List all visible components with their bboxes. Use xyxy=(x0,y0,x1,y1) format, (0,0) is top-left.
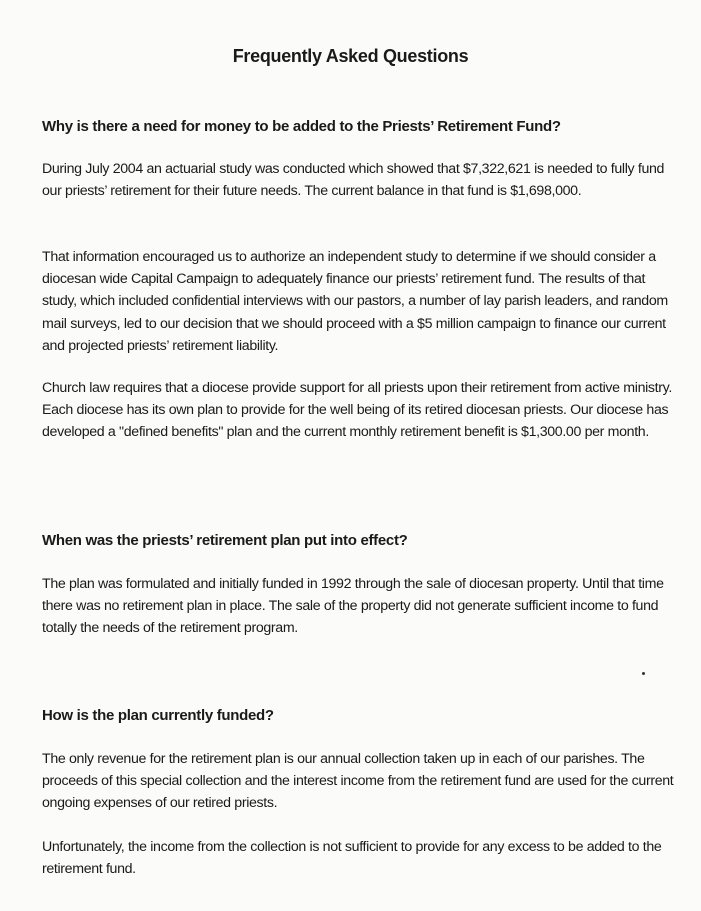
question-heading-plan-effective-date: When was the priests’ retirement plan put into effect? xyxy=(42,532,408,549)
question-heading-plan-funding: How is the plan currently funded? xyxy=(42,707,274,724)
answer-paragraph: The plan was formulated and initially funded in 1992 through the sale of diocesan property. Until that time there was no retirement plan in place. The sale of the property did not generate sufficient income to fund totally the needs of the retirement program. xyxy=(42,576,664,637)
scan-speck-mark xyxy=(642,672,645,675)
answer-paragraph: During July 2004 an actuarial study was conducted which showed that $7,322,621 is needed to fully fund our priests’ retirement for their future needs. The current balance in that fund is $1,698,000. xyxy=(42,161,665,200)
answer-paragraph: That information encouraged us to authorize an independent study to determine if we should consider a diocesan wide Capital Campaign to adequately finance our priests’ retirement fund. The results of that study, which included confidential interviews with our pastors, a number of lay parish leaders, and random mail surveys, led to our decision that we should proceed with a $5 million campaign to finance our current and projected priests’ retirement liability. xyxy=(42,249,668,354)
answer-paragraph: The only revenue for the retirement plan is our annual collection taken up in each of our parishes. The proceeds of this special collection and the interest income from the retirement fund are used for the current ongoing expenses of our retired priests. xyxy=(42,751,674,812)
answer-paragraph: Church law requires that a diocese provide support for all priests upon their retirement from active ministry. Each diocese has its own plan to provide for the well being of its retired diocesan priests. Our diocese has developed a "defined benefits" plan and the current monthly retirement benefit is $1,300.00 per month. xyxy=(42,380,672,441)
answer-paragraph: Unfortunately, the income from the collection is not sufficient to provide for any excess to be added to the retirement fund. xyxy=(42,839,662,878)
page-title: Frequently Asked Questions xyxy=(232,46,469,66)
question-heading-retirement-fund-need: Why is there a need for money to be added to the Priests’ Retirement Fund? xyxy=(42,118,561,135)
